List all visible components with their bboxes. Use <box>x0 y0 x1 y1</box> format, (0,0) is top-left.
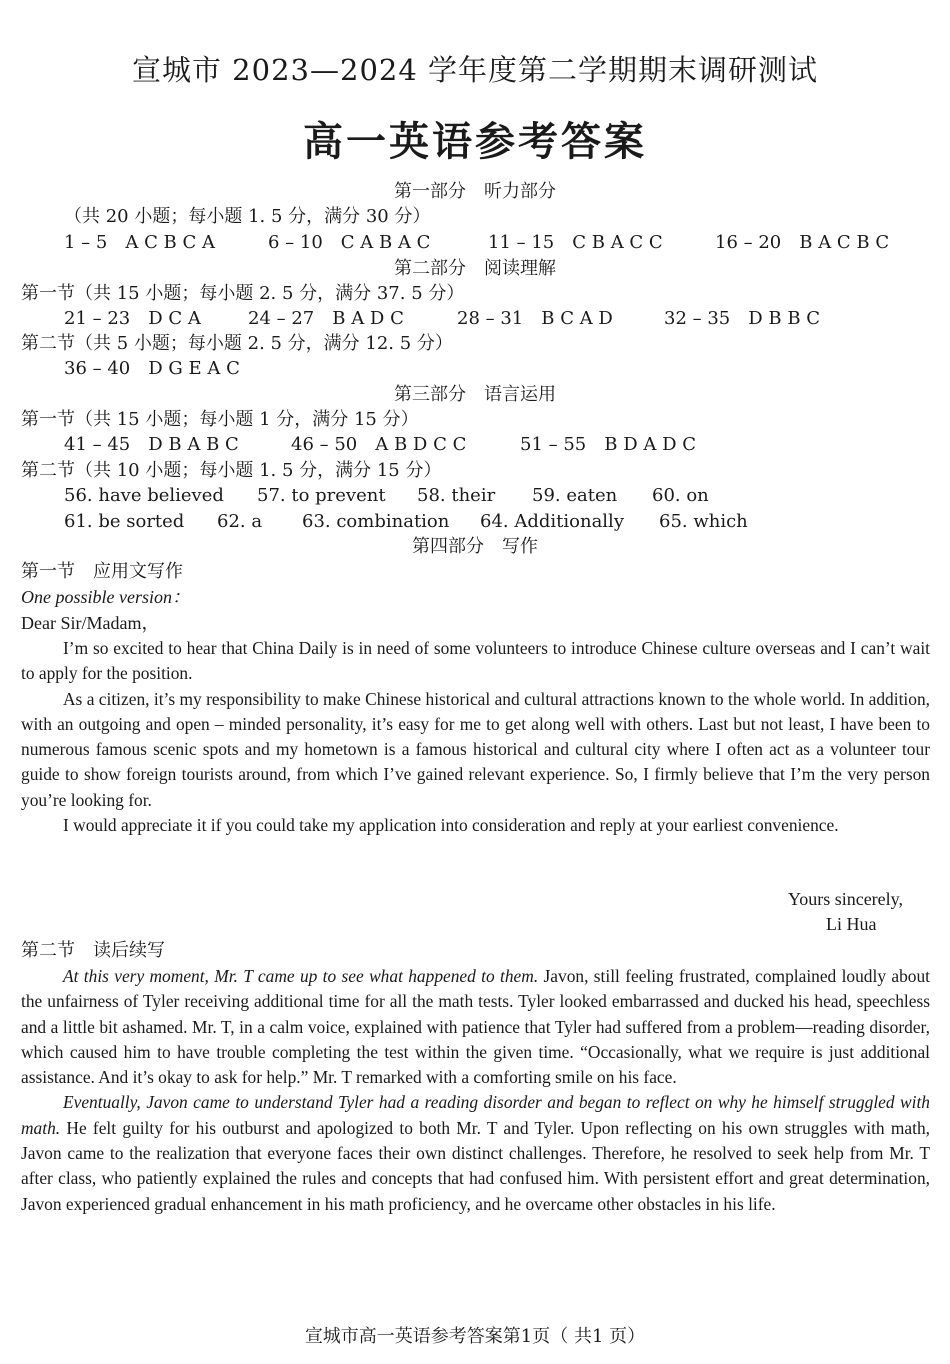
part3-heading: 第三部分 语言运用 <box>394 384 556 405</box>
version-label: One possible version： <box>21 587 190 607</box>
document-title: 高一英语参考答案 <box>303 118 647 165</box>
answer-group: 24 – 27 B A D C <box>248 308 404 329</box>
part1-note: （共 20 小题；每小题 1. 5 分，满分 30 分） <box>64 206 431 227</box>
part1-heading: 第一部分 听力部分 <box>394 181 556 202</box>
part2-heading: 第二部分 阅读理解 <box>394 258 556 279</box>
answer-group: 11 – 15 C B A C C <box>488 232 663 253</box>
answer-group: 16 – 20 B A C B C <box>715 232 890 253</box>
answer-group: 41 – 45 D B A B C <box>64 434 239 455</box>
answer-group: 32 – 35 D B B C <box>664 308 821 329</box>
page-footer: 宣城市高一英语参考答案第1页（ 共1 页） <box>304 1326 646 1347</box>
answer-item: 61. be sorted <box>64 511 185 532</box>
answer-group: 28 – 31 B C A D <box>457 308 613 329</box>
story-paragraph-2: Eventually, Javon came to understand Tyler had a reading disorder and began to reflect on why he himself struggled with math. He felt guilty for his outburst and apologized to both Mr. T and Tyler. Upon reflecting on his own struggles with math, Javon came to the realization that everyone faces their own distinct challenges. Therefore, he resolved to seek help from Mr. T after class, who patiently explained the rules and concepts that had confused him. With persistent effort and great determination, Javon experienced gradual enhancement in his math proficiency, and he overcame other obstacles in his life. <box>21 1092 930 1214</box>
answer-group: 36 – 40 D G E A C <box>64 358 240 379</box>
part2-sec2-note: 第二节（共 5 小题；每小题 2. 5 分，满分 12. 5 分） <box>21 333 453 354</box>
part4-sec1-title: 第一节 应用文写作 <box>21 561 183 582</box>
answer-item: 62. a <box>217 511 263 532</box>
answer-item: 60. on <box>652 485 709 506</box>
part3-sec2-note: 第二节（共 10 小题；每小题 1. 5 分，满分 15 分） <box>21 460 442 481</box>
answer-item: 64. Additionally <box>480 511 624 532</box>
answer-group: 21 – 23 D C A <box>64 308 201 329</box>
letter-closing: Yours sincerely, <box>788 889 903 909</box>
part4-heading: 第四部分 写作 <box>412 536 538 557</box>
part2-sec1-note: 第一节（共 15 小题；每小题 2. 5 分，满分 37. 5 分） <box>21 283 465 304</box>
story-paragraph-1: At this very moment, Mr. T came up to see what happened to them. Javon, still feeling frustrated, complained loudly about the unfairness of Tyler receiving additional time for all the math tests. Tyler looked embarrassed and ducked his head, speechless and a little bit ashamed. Mr. T, in a calm voice, explained with patience that Tyler had suffered from a problem—reading disorder, which caused him to have trouble completing the test within the given time. “Occasionally, what we require is just additional assistance. And it’s okay to ask for help.” Mr. T remarked with a comforting smile on his face. <box>21 966 930 1088</box>
answer-group: 1 – 5 A C B C A <box>64 232 216 253</box>
letter-greeting: Dear Sir/Madam， <box>21 613 160 633</box>
letter-paragraph: I’m so excited to hear that China Daily is in need of some volunteers to introduce Chinese culture overseas and I can’t wait to apply for the position. As a citizen, it’s my responsibility to make Chinese historical and cultural attractions known to the whole world. In addition, with an outgoing and open – minded personality, it’s easy for me to get along well with others. Last but not least, I have been to numerous famous scenic spots and my hometown is a famous historical and cultural city where I often act as a volunteer tour guide to show foreign tourists around, from which I’ve gained relevant experience. So, I firmly believe that I’m the very person you’re looking for. I would appreciate it if you could take my application into consideration and reply at your earliest convenience. <box>21 638 930 836</box>
answer-item: 58. their <box>417 485 496 506</box>
story-continuation <box>21 964 930 1217</box>
part4-sec2-title: 第二节 读后续写 <box>21 940 165 961</box>
letter-signature: Li Hua <box>826 914 877 934</box>
part3-sec1-note: 第一节（共 15 小题；每小题 1 分，满分 15 分） <box>21 409 419 430</box>
answer-item: 57. to prevent <box>257 485 386 506</box>
answer-group: 6 – 10 C A B A C <box>268 232 431 253</box>
answer-item: 65. which <box>659 511 748 532</box>
answer-item: 63. combination <box>302 511 450 532</box>
answer-group: 51 – 55 B D A D C <box>520 434 697 455</box>
answer-group: 46 – 50 A B D C C <box>291 434 467 455</box>
answer-item: 56. have believed <box>64 485 224 506</box>
answer-item: 59. eaten <box>532 485 618 506</box>
exam-title: 宣城市 2023—2024 学年度第二学期期末调研测试 <box>131 53 819 87</box>
